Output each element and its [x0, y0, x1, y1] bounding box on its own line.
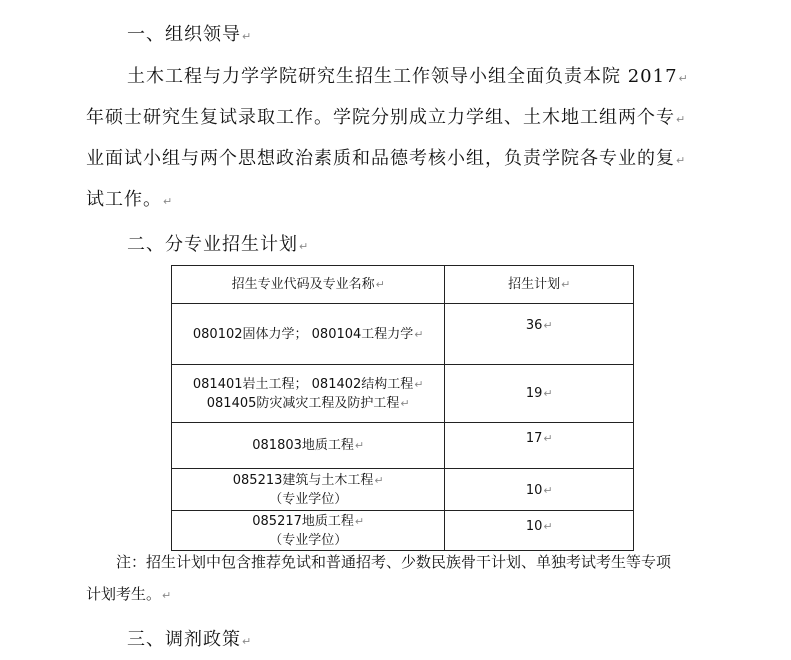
paragraph-mark-icon: ↵: [414, 327, 424, 341]
paragraph-mark-icon: ↵: [543, 319, 553, 332]
table-row: [172, 365, 634, 423]
organization-paragraph: [86, 64, 726, 228]
paragraph-line: 土木工程与力学学院研究生招生工作领导小组全面负责本院 2017↵: [127, 66, 689, 87]
program-cell: 081401岩土工程； 081402结构工程↵ 081405防灾减灾工程及防护工程↵: [172, 365, 445, 423]
paragraph-mark-icon: ↵: [354, 439, 365, 452]
paragraph-line: 年硕士研究生复试录取工作。学院分别成立力学组、土木地工组两个专↵: [86, 107, 687, 128]
header-program: 招生专业代码及专业名称↵: [172, 266, 445, 304]
paragraph-mark-icon: ↵: [242, 30, 253, 43]
paragraph-mark-icon: ↵: [543, 387, 553, 400]
paragraph-mark-icon: ↵: [242, 635, 253, 648]
plan-cell: 19↵: [445, 365, 634, 423]
section-heading-enrollment-plan: 二、分专业招生计划↵: [127, 234, 310, 255]
paragraph-mark-icon: ↵: [543, 432, 553, 445]
paragraph-mark-icon: ↵: [543, 484, 553, 497]
table-row: [172, 304, 634, 365]
paragraph-mark-icon: ↵: [414, 377, 424, 391]
plan-cell: 17↵: [445, 423, 634, 469]
header-plan: 招生计划↵: [445, 266, 634, 304]
program-cell: 085213建筑与土木工程↵ （专业学位）: [172, 469, 445, 511]
table-row: [172, 423, 634, 469]
paragraph-mark-icon: ↵: [676, 154, 687, 167]
plan-cell: 10↵: [445, 469, 634, 511]
paragraph-line: 业面试小组与两个思想政治素质和品德考核小组，负责学院各专业的复↵: [86, 148, 687, 169]
section-heading-adjustment-policy: 三、调剂政策↵: [127, 629, 253, 650]
note-line: 注：招生计划中包含推荐免试和普通招考、少数民族骨干计划、单独考试考生等专项: [116, 553, 672, 571]
section-heading-organization: 一、组织领导↵: [127, 24, 253, 45]
paragraph-mark-icon: ↵: [162, 589, 172, 602]
table-row: [172, 511, 634, 551]
paragraph-mark-icon: ↵: [543, 520, 553, 533]
plan-cell: 10↵: [445, 511, 634, 551]
paragraph-line: 试工作。↵: [86, 189, 174, 210]
paragraph-mark-icon: ↵: [374, 473, 384, 487]
paragraph-mark-icon: ↵: [561, 278, 571, 291]
paragraph-mark-icon: ↵: [299, 240, 310, 253]
paragraph-mark-icon: ↵: [400, 396, 410, 410]
program-cell: 081803地质工程↵: [172, 423, 445, 469]
program-cell: 080102固体力学； 080104工程力学↵: [172, 304, 445, 365]
paragraph-mark-icon: ↵: [354, 514, 365, 528]
note-line: 计划考生。↵: [86, 585, 172, 603]
program-cell: 085217地质工程↵ （专业学位）: [172, 511, 445, 551]
paragraph-mark-icon: ↵: [678, 72, 689, 85]
table-row: [172, 469, 634, 511]
paragraph-mark-icon: ↵: [676, 113, 687, 126]
enrollment-plan-table: [171, 265, 634, 551]
paragraph-mark-icon: ↵: [163, 195, 174, 208]
table-header-row: [172, 266, 634, 304]
table-note: [86, 550, 726, 614]
paragraph-mark-icon: ↵: [375, 278, 385, 291]
plan-cell: 36↵: [445, 304, 634, 365]
